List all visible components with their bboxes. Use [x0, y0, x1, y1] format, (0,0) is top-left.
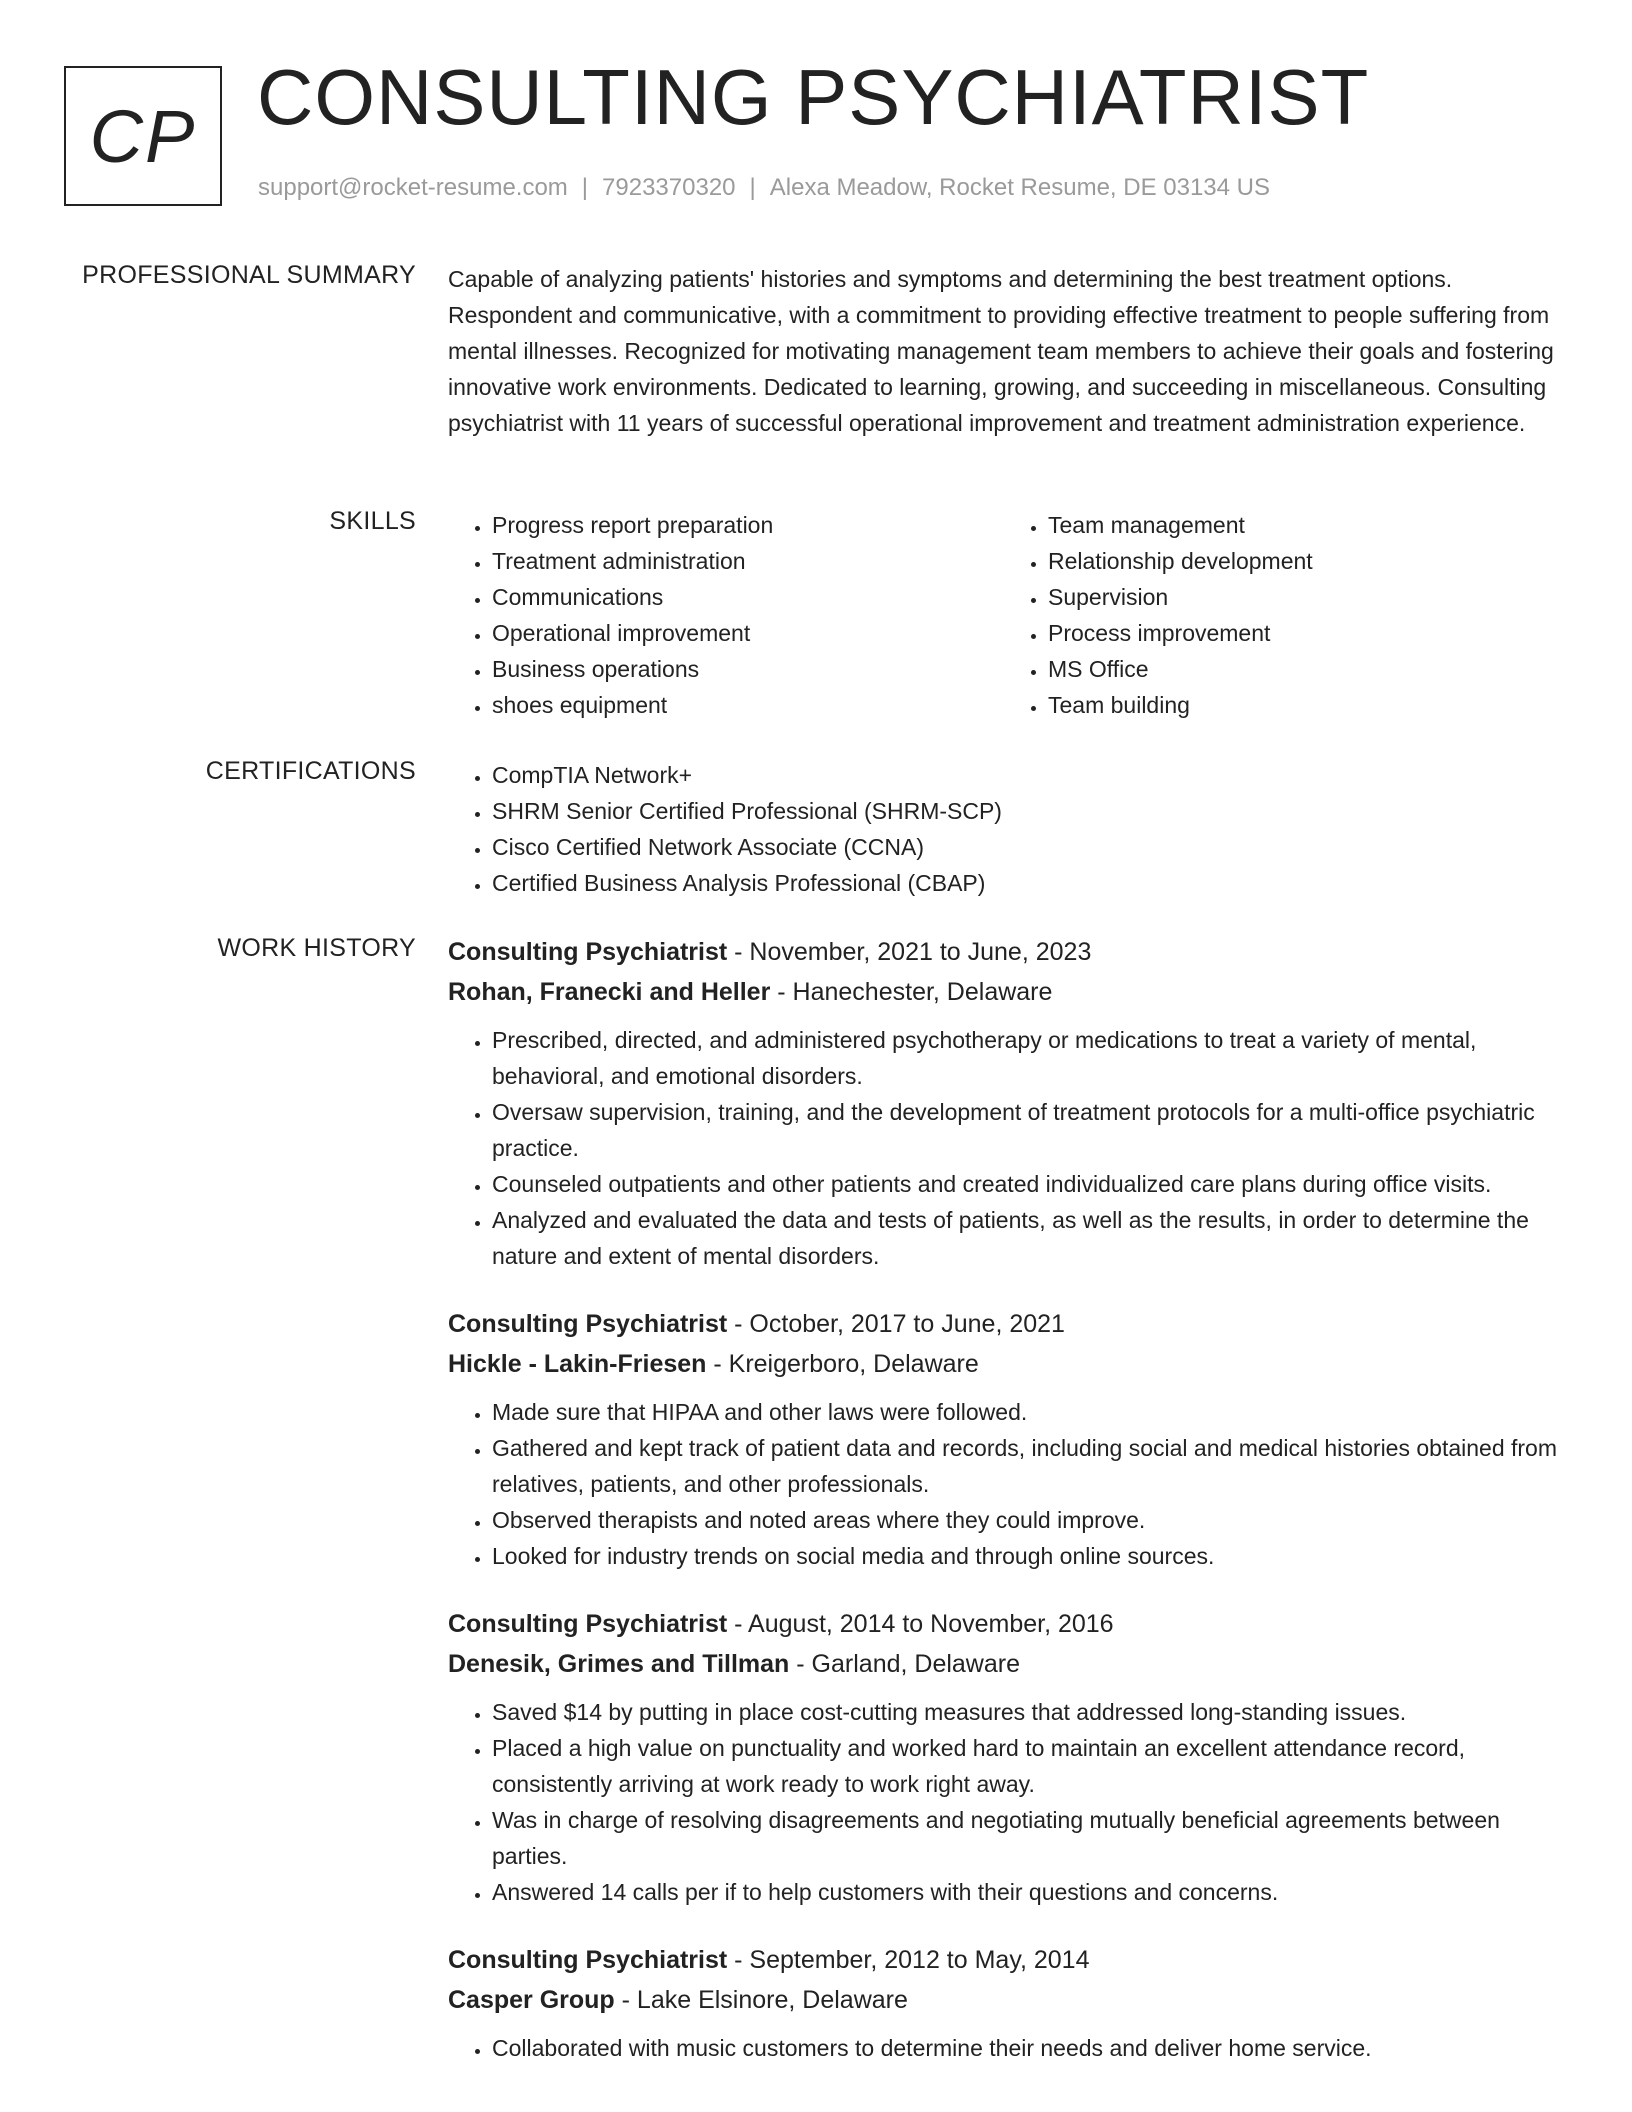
job-duties	[448, 1694, 1560, 1910]
skill-item: • Team management	[1048, 507, 1560, 543]
certifications-list	[448, 757, 1560, 901]
skills-list-left	[448, 507, 1004, 723]
certifications-heading: CERTIFICATIONS	[205, 757, 416, 785]
skill-item: • Team building	[1048, 687, 1560, 723]
job-dates: - October, 2017 to June, 2021	[727, 1310, 1065, 1338]
certification-item: • Certified Business Analysis Professional (CBAP)	[492, 865, 1560, 901]
skill-item: • MS Office	[1048, 651, 1560, 687]
job-duty: • Counseled outpatients and other patients and created individualized care plans during office visits.	[492, 1166, 1560, 1202]
resume-title: CONSULTING PSYCHIATRIST	[257, 53, 1370, 141]
job-company-line	[448, 1644, 1560, 1684]
job-company-line	[448, 1344, 1560, 1384]
job-duty: • Placed a high value on punctuality and worked hard to maintain an excellent attendance record, consistently arriving at work ready to work right away.	[492, 1730, 1560, 1802]
job-duty: • Looked for industry trends on social media and through online sources.	[492, 1538, 1560, 1574]
job-duty: • Gathered and kept track of patient data and records, including social and medical histories obtained from relatives, patients, and other professionals.	[492, 1430, 1560, 1502]
job-entry	[448, 1940, 1560, 2066]
job-company: Denesik, Grimes and Tillman	[448, 1650, 790, 1678]
contact-address: Alexa Meadow, Rocket Resume, DE 03134 US	[769, 174, 1270, 201]
job-location: - Hanechester, Delaware	[770, 978, 1053, 1006]
job-role: Consulting Psychiatrist	[448, 1310, 728, 1338]
job-duty: • Collaborated with music customers to determine their needs and deliver home service.	[492, 2030, 1560, 2066]
job-duty: • Prescribed, directed, and administered psychotherapy or medications to treat a variety of mental, behavioral, and emotional disorders.	[492, 1022, 1560, 1094]
contact-separator: |	[749, 174, 756, 201]
skill-item: • Operational improvement	[492, 615, 1004, 651]
job-duty: • Saved $14 by putting in place cost-cutting measures that addressed long-standing issues.	[492, 1694, 1560, 1730]
job-role-line	[448, 1304, 1560, 1344]
job-company: Hickle - Lakin-Friesen	[448, 1350, 707, 1378]
certification-item: • CompTIA Network+	[492, 757, 1560, 793]
job-company: Casper Group	[448, 1986, 615, 2014]
contact-separator: |	[581, 174, 589, 201]
certification-item: • Cisco Certified Network Associate (CCNA)	[492, 829, 1560, 865]
job-role-line	[448, 1940, 1560, 1980]
job-entry	[448, 932, 1560, 1274]
job-role: Consulting Psychiatrist	[448, 1946, 728, 1974]
monogram-badge: CP	[64, 66, 222, 206]
job-company: Rohan, Franecki and Heller	[448, 978, 771, 1006]
summary-heading: PROFESSIONAL SUMMARY	[82, 261, 416, 289]
skill-item: • Business operations	[492, 651, 1004, 687]
job-role: Consulting Psychiatrist	[448, 1610, 728, 1638]
job-location: - Lake Elsinore, Delaware	[614, 1986, 908, 2014]
job-duties	[448, 1022, 1560, 1274]
summary-body	[448, 261, 1560, 441]
contact-phone: 7923370320	[602, 174, 736, 201]
skill-item: • shoes equipment	[492, 687, 1004, 723]
job-duty: • Made sure that HIPAA and other laws were followed.	[492, 1394, 1560, 1430]
skill-item: • Communications	[492, 579, 1004, 615]
job-entry	[448, 1604, 1560, 1910]
skill-item: • Treatment administration	[492, 543, 1004, 579]
certification-item: • SHRM Senior Certified Professional (SHRM-SCP)	[492, 793, 1560, 829]
job-dates: - September, 2012 to May, 2014	[727, 1946, 1090, 1974]
job-duties	[448, 2030, 1560, 2066]
job-company-line	[448, 972, 1560, 1012]
job-duty: • Observed therapists and noted areas where they could improve.	[492, 1502, 1560, 1538]
skill-item: • Relationship development	[1048, 543, 1560, 579]
job-duties	[448, 1394, 1560, 1574]
skill-item: • Supervision	[1048, 579, 1560, 615]
work-history-body	[448, 932, 1560, 2096]
job-location: - Kreigerboro, Delaware	[706, 1350, 979, 1378]
job-company-line	[448, 1980, 1560, 2020]
contact-email: support@rocket-resume.com	[258, 174, 568, 201]
job-entry	[448, 1304, 1560, 1574]
job-role-line	[448, 932, 1560, 972]
job-duty: • Analyzed and evaluated the data and tests of patients, as well as the results, in order to determine the nature and extent of mental disorders.	[492, 1202, 1560, 1274]
job-role-line	[448, 1604, 1560, 1644]
skills-body	[448, 507, 1560, 723]
summary-text: Capable of analyzing patients' histories and symptoms and determining the best treatment options. Respondent and communicative, with a commitment to providing effective treatment to people suffering from mental illnesses. Recognized for motivating management team members to achieve their goals and fostering innovative work environments. Dedicated to learning, growing, and succeeding in miscellaneous. Consulting psychiatrist with 11 years of successful operational improvement and treatment administration experience.	[448, 266, 1554, 436]
contact-line	[258, 174, 1270, 202]
job-duty: • Was in charge of resolving disagreements and negotiating mutually beneficial agreements between parties.	[492, 1802, 1560, 1874]
job-duty: • Answered 14 calls per if to help customers with their questions and concerns.	[492, 1874, 1560, 1910]
job-dates: - November, 2021 to June, 2023	[727, 938, 1092, 966]
skills-list-right	[1004, 507, 1560, 723]
skill-item: • Process improvement	[1048, 615, 1560, 651]
job-location: - Garland, Delaware	[789, 1650, 1020, 1678]
certifications-body	[448, 757, 1560, 901]
skill-item: • Progress report preparation	[492, 507, 1004, 543]
skills-heading: SKILLS	[329, 507, 416, 535]
work-history-heading: WORK HISTORY	[217, 934, 416, 962]
job-role: Consulting Psychiatrist	[448, 938, 728, 966]
job-dates: - August, 2014 to November, 2016	[727, 1610, 1114, 1638]
job-duty: • Oversaw supervision, training, and the development of treatment protocols for a multi-office psychiatric practice.	[492, 1094, 1560, 1166]
